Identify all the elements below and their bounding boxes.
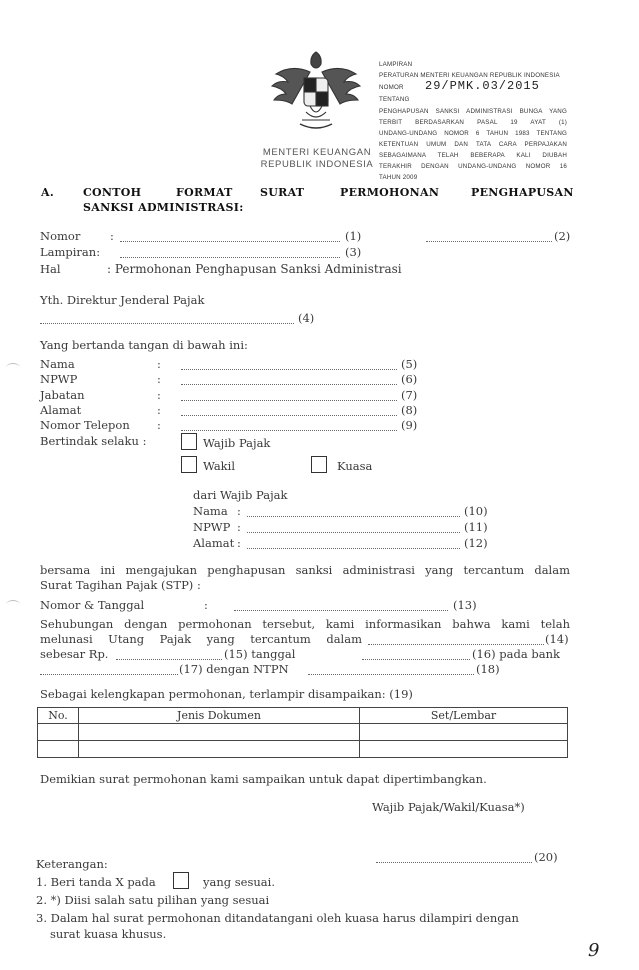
- emblem-caption-line1: MENTERI KEUANGAN: [262, 147, 372, 158]
- ref-16: (16) pada bank: [472, 647, 560, 661]
- ref-8: (8): [401, 403, 418, 417]
- colon: :: [157, 403, 161, 417]
- heading-word: SURAT: [260, 186, 305, 199]
- addressee-dots: [40, 314, 294, 324]
- table-header-row: [38, 708, 568, 724]
- heading-word: FORMAT: [176, 186, 233, 199]
- margin-mark: [6, 600, 20, 609]
- ref-20: (20): [534, 850, 558, 864]
- nomor-label: Nomor: [40, 229, 81, 243]
- taxpayer-field-dots: [247, 523, 460, 533]
- heading-word: PENGHAPUSAN: [471, 186, 574, 199]
- para2-line2: melunasi Utang Pajak yang tercantum dalam: [40, 632, 362, 646]
- para2-line1: Sehubungan dengan permohonan tersebut, kami informasikan bahwa kami telah: [40, 617, 570, 631]
- signer-field-label: Nomor Telepon: [40, 418, 130, 432]
- ref-15: (15) tanggal: [224, 647, 296, 661]
- note-3-line1: 3. Dalam hal surat permohonan ditandatangani oleh kuasa harus dilampiri dengan: [36, 911, 519, 925]
- option-kuasa: Kuasa: [337, 459, 373, 473]
- para1-line2: Surat Tagihan Pajak (STP) :: [40, 578, 201, 592]
- margin-mark: [6, 363, 20, 372]
- nomor-tanggal-dots: [234, 601, 448, 611]
- para2-line3-start: sebesar Rp.: [40, 647, 109, 661]
- para2-dots-14: [368, 635, 544, 645]
- tentang-label: TENTANG: [379, 96, 410, 103]
- ref-9: (9): [401, 418, 418, 432]
- subject-line: SEBAGAIMANA TELAH BEBERAPA KALI DIUBAH: [379, 152, 567, 159]
- subject-line: UNDANG-UNDANG NOMOR 6 TAHUN 1983 TENTANG: [379, 130, 567, 137]
- emblem-caption-line2: REPUBLIK INDONESIA: [260, 159, 374, 170]
- ref-6: (6): [401, 372, 418, 386]
- heading-letter: A.: [41, 186, 54, 199]
- ref-18: (18): [476, 662, 500, 676]
- signer-field-dots: [181, 375, 397, 385]
- ref-5: (5): [401, 357, 418, 371]
- subject-line: TERBIT BERDASARKAN PASAL 19 AYAT (1): [379, 119, 567, 126]
- nomor-tanggal-label: Nomor & Tanggal: [40, 598, 145, 612]
- signer-role: Wajib Pajak/Wakil/Kuasa*): [372, 800, 525, 814]
- option-wakil: Wakil: [203, 459, 236, 473]
- signer-field-dots: [181, 391, 397, 401]
- option-wajib-pajak: Wajib Pajak: [203, 436, 271, 450]
- taxpayer-field-dots: [247, 539, 460, 549]
- ref-12: (12): [464, 536, 488, 550]
- taxpayer-field-label: Nama: [193, 504, 228, 518]
- para2-dots-16: [362, 650, 470, 660]
- lampiran-line1: PERATURAN MENTERI KEUANGAN REPUBLIK INDONESIA: [379, 72, 560, 79]
- taxpayer-field-dots: [247, 507, 460, 517]
- colon: :: [157, 372, 161, 386]
- heading-word: PERMOHONAN: [340, 186, 440, 199]
- checkbox-wakil[interactable]: [181, 456, 197, 473]
- garuda-emblem-icon: [266, 42, 366, 142]
- subject-line: KETENTUAN UMUM DAN TATA CARA PERPAJAKAN: [379, 141, 567, 148]
- table-row: [38, 741, 568, 758]
- ref-4: (4): [298, 311, 315, 325]
- checkbox-kuasa[interactable]: [311, 456, 327, 473]
- attachments-intro: Sebagai kelengkapan permohonan, terlampir disampaikan: (19): [40, 687, 413, 701]
- colon: :: [237, 520, 241, 534]
- ref-7: (7): [401, 388, 418, 402]
- acting-as-label: Bertindak selaku :: [40, 434, 147, 448]
- ref-3: (3): [345, 245, 362, 259]
- date-dots: [426, 232, 552, 242]
- subject-line: TERAKHIR DENGAN UNDANG-UNDANG NOMOR 16: [379, 163, 567, 170]
- signer-intro: Yang bertanda tangan di bawah ini:: [40, 338, 248, 352]
- nomor-label: NOMOR: [379, 84, 404, 91]
- note-1-start: 1. Beri tanda X pada: [36, 875, 156, 889]
- hal-value: : Permohonan Penghapusan Sanksi Administrasi: [107, 262, 402, 276]
- ref-11: (11): [464, 520, 488, 534]
- signer-field-dots: [181, 421, 397, 431]
- signer-field-label: NPWP: [40, 372, 78, 386]
- ref-1: (1): [345, 229, 362, 243]
- ref-14: (14): [545, 632, 569, 646]
- table-header-no: No.: [38, 708, 79, 724]
- colon: :: [237, 536, 241, 550]
- nomor-dots: [120, 232, 340, 242]
- ref-17: (17) dengan NTPN: [179, 662, 289, 676]
- ref-2: (2): [554, 229, 571, 243]
- subject-line: PENGHAPUSAN SANKSI ADMINISTRASI BUNGA YANG: [379, 108, 567, 115]
- signer-field-label: Jabatan: [40, 388, 85, 402]
- regulation-number: 29/PMK.03/2015: [425, 79, 540, 93]
- lampiran-label: Lampiran:: [40, 245, 101, 259]
- taxpayer-field-label: Alamat: [193, 536, 235, 550]
- page-number: 9: [588, 940, 600, 961]
- signer-field-label: Nama: [40, 357, 75, 371]
- ref-13: (13): [453, 598, 477, 612]
- signature-dots: [376, 853, 532, 863]
- para2-dots-15: [116, 650, 222, 660]
- signer-field-dots: [181, 406, 397, 416]
- table-header-set-lembar: Set/Lembar: [360, 708, 568, 724]
- checkbox-wajib-pajak[interactable]: [181, 433, 197, 450]
- signer-field-label: Alamat: [40, 403, 82, 417]
- note-2: 2. *) Diisi salah satu pilihan yang sesuai: [36, 893, 270, 907]
- heading-line2: SANKSI ADMINISTRASI:: [83, 201, 244, 214]
- table-header-jenis-dokumen: Jenis Dokumen: [79, 708, 360, 724]
- signer-field-dots: [181, 360, 397, 370]
- lampiran-dots: [120, 248, 340, 258]
- colon: :: [157, 357, 161, 371]
- addressee-line: Yth. Direktur Jenderal Pajak: [40, 293, 205, 307]
- subject-line: TAHUN 2009: [379, 174, 418, 181]
- taxpayer-title: dari Wajib Pajak: [193, 488, 288, 502]
- colon: :: [237, 504, 241, 518]
- hal-label: Hal: [40, 262, 61, 276]
- note-checkbox-icon: [173, 872, 189, 889]
- colon: :: [204, 598, 208, 612]
- lampiran-label: LAMPIRAN: [379, 61, 413, 68]
- table-row: [38, 724, 568, 741]
- notes-title: Keterangan:: [36, 857, 108, 871]
- colon: :: [110, 229, 114, 243]
- ref-10: (10): [464, 504, 488, 518]
- heading-word: CONTOH: [83, 186, 142, 199]
- para2-dots-18: [308, 665, 474, 675]
- colon: :: [157, 388, 161, 402]
- note-3-line2: surat kuasa khusus.: [50, 927, 167, 941]
- note-1-end: yang sesuai.: [203, 875, 275, 889]
- closing-line: Demikian surat permohonan kami sampaikan untuk dapat dipertimbangkan.: [40, 772, 487, 786]
- para1-line1: bersama ini mengajukan penghapusan sanksi administrasi yang tercantum dalam: [40, 563, 570, 577]
- taxpayer-field-label: NPWP: [193, 520, 231, 534]
- attachments-table: [37, 707, 568, 758]
- para2-dots-17: [40, 665, 178, 675]
- colon: :: [157, 418, 161, 432]
